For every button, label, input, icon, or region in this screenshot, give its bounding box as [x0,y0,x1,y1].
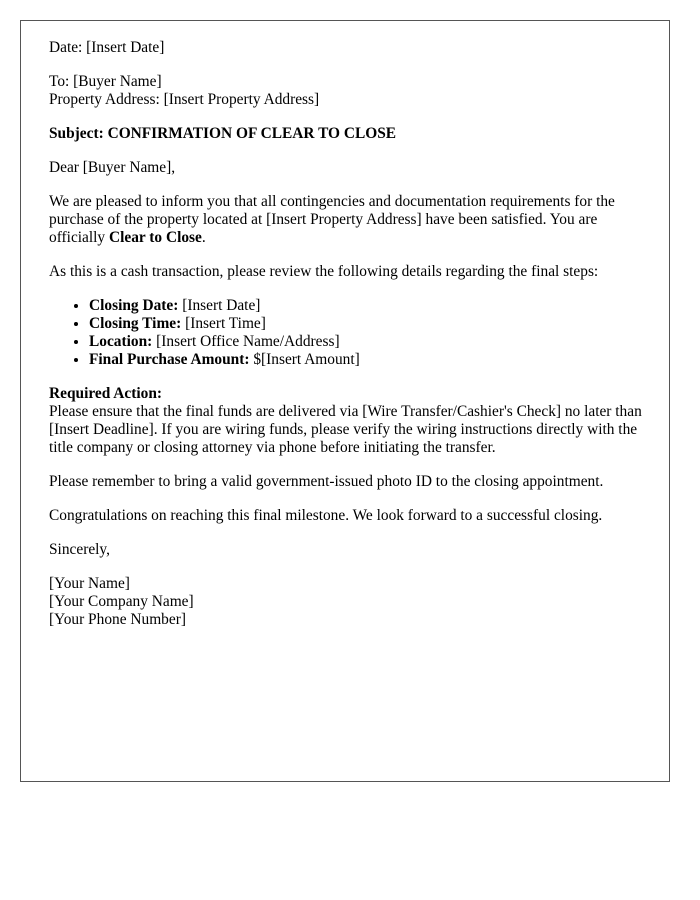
congratulations-paragraph: Congratulations on reaching this final milestone. We look forward to a successful closing. [49,507,603,524]
detail-label: Location: [89,333,153,350]
id-reminder-paragraph: Please remember to bring a valid government-issued photo ID to the closing appointment. [49,473,604,490]
required-action-block [49,385,649,457]
detail-value: [Insert Time] [181,315,266,332]
detail-value: $[Insert Amount] [249,351,360,368]
required-action-text: Please ensure that the final funds are delivered via [Wire Transfer/Cashier's Check] no later than [Insert Deadline]. If you are wiring funds, please verify the wiring instructions directly with the title company or closing attorney via phone before initiating the transfer. [49,403,642,456]
closing-details-list [49,297,649,369]
list-item [89,351,649,369]
sender-name: [Your Name] [49,575,130,592]
recipient-line: To: [Buyer Name] [49,73,162,90]
subject-text: CONFIRMATION OF CLEAR TO CLOSE [107,125,397,142]
list-item [89,315,649,333]
detail-label: Closing Date: [89,297,179,314]
cash-transaction-paragraph: As this is a cash transaction, please review the following details regarding the final steps: [49,263,599,280]
subject-line [49,125,649,143]
intro-end: . [201,229,206,246]
intro-text: We are pleased to inform you that all contingencies and documentation requirements for the purchase of the property located at [Insert Property Address] have been satisfied. You are officially [49,193,615,246]
property-address-line: Property Address: [Insert Property Address] [49,91,320,108]
letter-page [20,20,670,782]
date-line: Date: [Insert Date] [49,39,165,56]
recipient-block [49,73,649,109]
intro-paragraph [49,193,649,247]
detail-value: [Insert Date] [178,297,261,314]
detail-label: Final Purchase Amount: [89,351,250,368]
signature-block [49,575,649,629]
sender-phone: [Your Phone Number] [49,611,186,628]
detail-label: Closing Time: [89,315,182,332]
list-item [89,333,649,351]
clear-to-close-emphasis: Clear to Close [108,229,202,246]
list-item [89,297,649,315]
greeting: Dear [Buyer Name], [49,159,176,176]
detail-value: [Insert Office Name/Address] [152,333,340,350]
sender-company: [Your Company Name] [49,593,194,610]
subject-label: Subject: [49,125,104,142]
closing-salutation: Sincerely, [49,541,110,558]
required-action-heading: Required Action: [49,385,163,402]
